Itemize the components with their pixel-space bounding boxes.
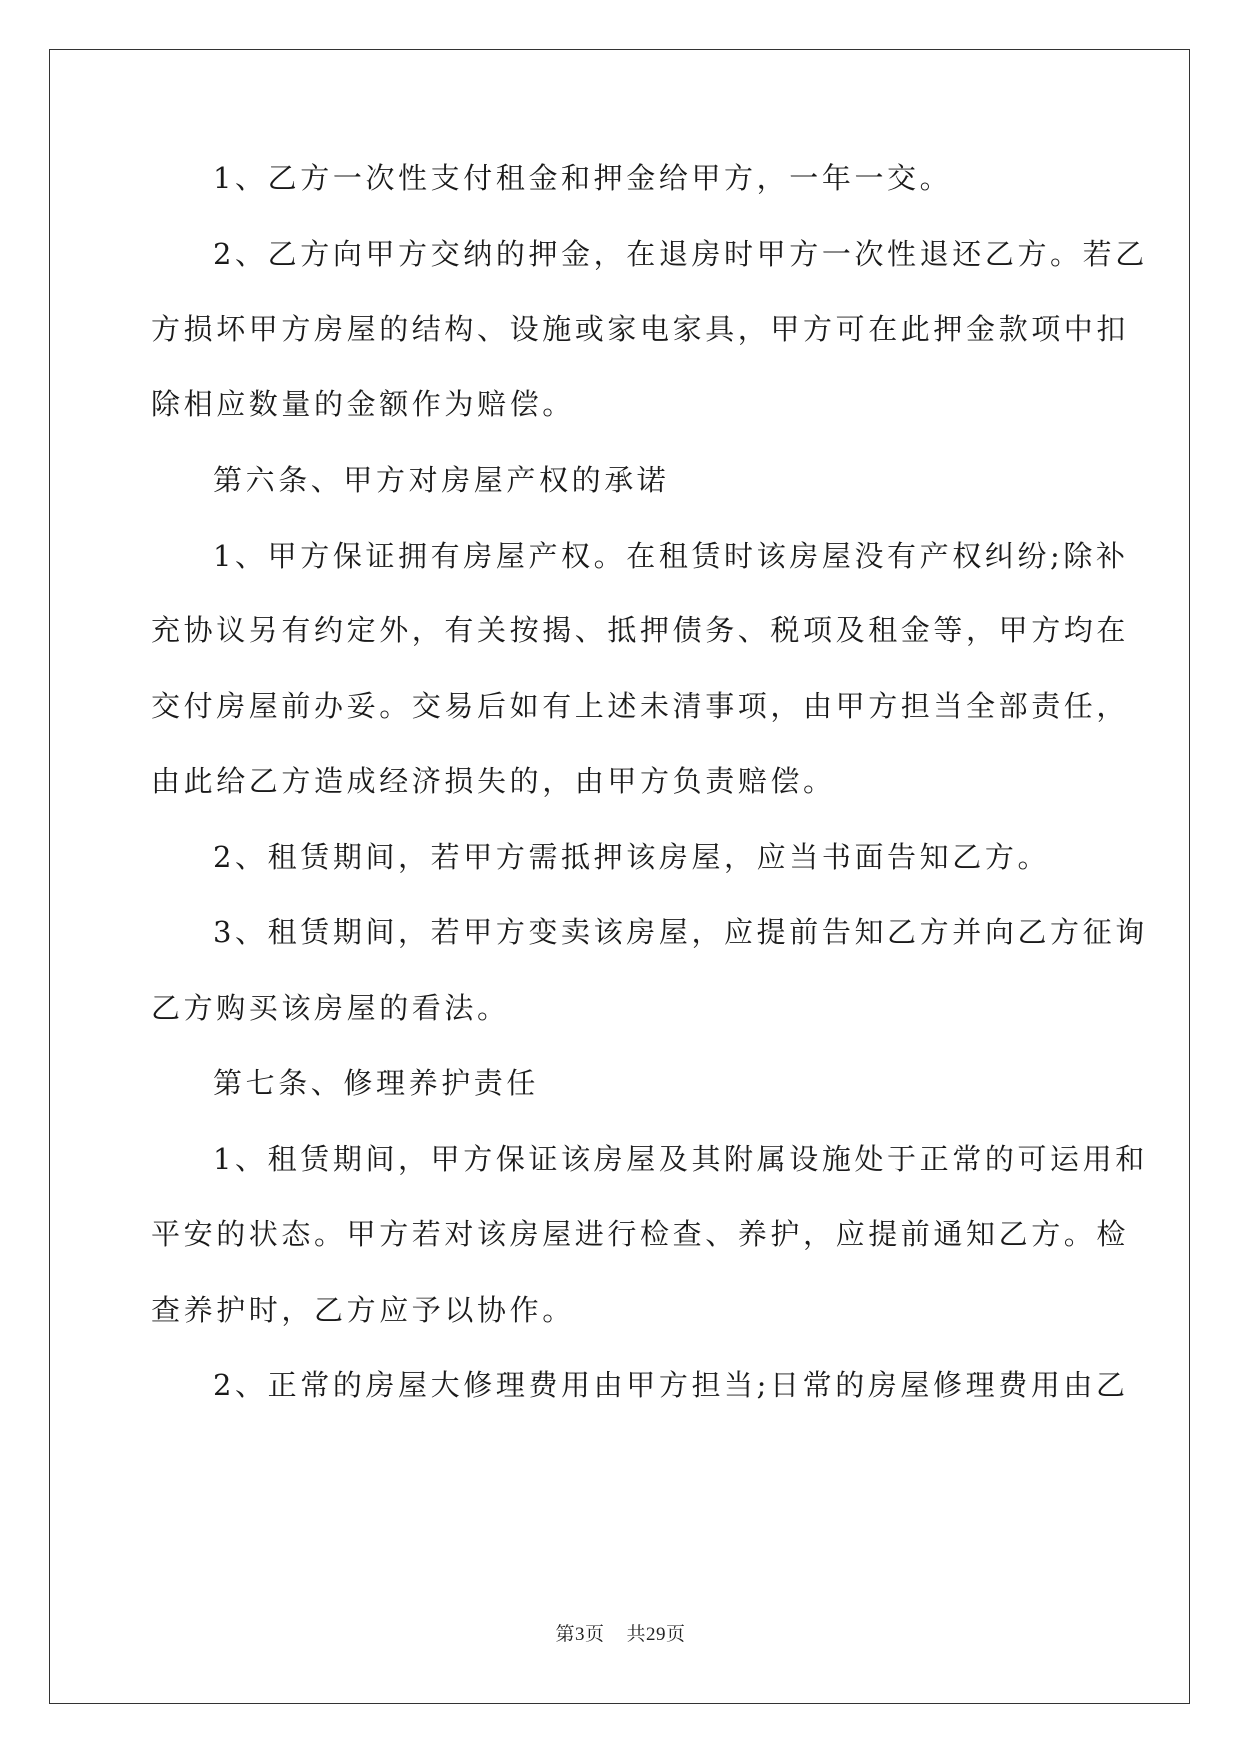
section-heading: 第七条、修理养护责任 xyxy=(213,1066,540,1100)
section-heading: 第六条、甲方对房屋产权的承诺 xyxy=(213,463,670,497)
paragraph-line: 平安的状态。甲方若对该房屋进行检查、养护，应提前通知乙方。检 xyxy=(151,1217,1130,1251)
paragraph-line: 方损坏甲方房屋的结构、设施或家电家具，甲方可在此押金款项中扣 xyxy=(151,312,1130,346)
paragraph-line: 查养护时，乙方应予以协作。 xyxy=(151,1293,575,1327)
paragraph-line: 交付房屋前办妥。交易后如有上述未清事项，由甲方担当全部责任， xyxy=(151,689,1130,723)
paragraph-line: 1、乙方一次性支付租金和押金给甲方，一年一交。 xyxy=(213,161,953,195)
paragraph-line: 1、租赁期间，甲方保证该房屋及其附属设施处于正常的可运用和 xyxy=(213,1142,1148,1176)
total-pages: 共29页 xyxy=(626,1624,686,1645)
paragraph-line: 由此给乙方造成经济损失的，由甲方负责赔偿。 xyxy=(151,764,836,798)
paragraph-line: 乙方购买该房屋的看法。 xyxy=(151,991,510,1025)
paragraph-line: 充协议另有约定外，有关按揭、抵押债务、税项及租金等，甲方均在 xyxy=(151,613,1130,647)
paragraph-line: 除相应数量的金额作为赔偿。 xyxy=(151,387,575,421)
page-footer xyxy=(0,1619,1241,1646)
paragraph-line: 2、租赁期间，若甲方需抵押该房屋，应当书面告知乙方。 xyxy=(213,840,1051,874)
page-number: 第3页 xyxy=(555,1624,605,1645)
paragraph-line: 2、正常的房屋大修理费用由甲方担当;日常的房屋修理费用由乙 xyxy=(213,1368,1129,1402)
paragraph-line: 2、乙方向甲方交纳的押金，在退房时甲方一次性退还乙方。若乙 xyxy=(213,237,1148,271)
paragraph-line: 1、甲方保证拥有房屋产权。在租赁时该房屋没有产权纠纷;除补 xyxy=(213,539,1129,573)
paragraph-line: 3、租赁期间，若甲方变卖该房屋，应提前告知乙方并向乙方征询 xyxy=(213,915,1148,949)
